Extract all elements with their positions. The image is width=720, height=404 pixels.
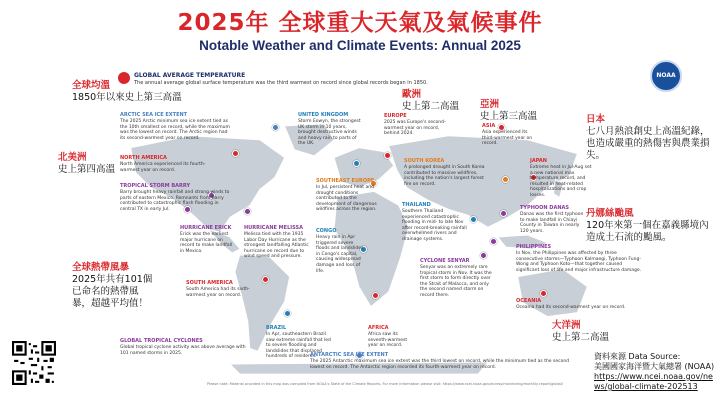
zh-global-title: 全球均溫: [72, 80, 111, 91]
event-uk-text: Storm Eowyn, the strongest UK storm in 10 years, brought destructive winds and heavy rain to parts of the UK.: [298, 119, 361, 147]
event-erick: [180, 225, 236, 254]
noaa-logo: [650, 60, 682, 92]
event-japan: [530, 158, 594, 199]
pin-thailand[interactable]: [470, 216, 477, 223]
zh-hurricane-text: 2025年共有101個已命名的熱帶風暴，超越平均值！: [72, 274, 153, 309]
event-congo: [316, 228, 366, 274]
zh-oceania: [552, 320, 662, 344]
event-arctic: [120, 112, 232, 141]
event-arctic-text: The 2025 Arctic minimum sea ice extent tied as the 10th smallest on record, while the maximum was the lowest on record. The Arctic region had its second-warmest year on record.: [120, 119, 230, 141]
event-barry-text: Barry brought heavy rainfall and strong winds to parts of eastern Mexico. Remnants from Barry contributed to catastrophic flash flooding in central TX in early Jul.: [120, 190, 230, 212]
event-north-america-title: NORTH AMERICA: [120, 155, 167, 161]
zh-japan: [586, 114, 714, 162]
event-brazil-text: In Apr, southeastern Brazil saw extreme rainfall that led to severe flooding and landslides that displaced hundreds of residents.: [266, 332, 331, 360]
zh-asia-text: 史上第三高溫: [480, 111, 538, 122]
zh-europe-text: 史上第二高溫: [402, 101, 460, 112]
zh-oceania-text: 史上第二高溫: [552, 332, 610, 343]
event-danas-text: Danas was the first typhoon to make landfall in Chiayi County in Taiwan in nearly 120 years.: [520, 212, 584, 234]
global-temp-heading: GLOBAL AVERAGE TEMPERATURE: [134, 72, 246, 79]
event-barry-title: TROPICAL STORM BARRY: [120, 183, 191, 189]
event-se-europe-title: SOUTHEAST EUROPE: [316, 178, 375, 184]
source-link[interactable]: https://www.ncei.noaa.gov/news/global-climate-202513: [594, 372, 713, 391]
event-africa-title: AFRICA: [368, 325, 389, 331]
zh-asia-title: 亞洲: [480, 99, 500, 110]
zh-asia: [480, 99, 570, 123]
event-north-america: [120, 155, 224, 173]
page-title: 2025年 全球重大天氣及氣候事件: [177, 10, 543, 36]
pin-oceania[interactable]: [540, 290, 547, 297]
pin-philippines[interactable]: [490, 238, 497, 245]
source-label: 資料來源 Data Source:: [594, 352, 681, 361]
event-oceania-title: OCEANIA: [516, 298, 542, 304]
pin-uk[interactable]: [353, 160, 360, 167]
zh-japan-text: 七八月熱浪創史上高溫紀錄，也造成嚴重的熱傷害與農業損失。: [586, 126, 710, 161]
event-oceania-text: Oceania had its second-warmest year on record.: [516, 305, 626, 310]
zh-oceania-title: 大洋洲: [552, 320, 581, 331]
event-europe-title: EUROPE: [384, 113, 407, 119]
zh-na-title: 北美洲: [58, 152, 87, 163]
event-philippines: [516, 244, 642, 273]
event-barry: [120, 183, 232, 212]
zh-danas-title: 丹娜絲颱風: [586, 208, 634, 219]
event-uk-title: UNITED KINGDOM: [298, 112, 349, 118]
event-uk: [298, 112, 364, 147]
event-asia-title: ASIA: [482, 123, 496, 129]
event-se-europe-text: In Jul, persistent heat and drought conditions contributed to the development of dangerous wildfires across the region.: [316, 185, 377, 213]
event-asia: [482, 123, 534, 147]
event-thailand-title: THAILAND: [402, 202, 431, 208]
data-source: [594, 352, 718, 392]
event-japan-title: JAPAN: [530, 158, 547, 164]
pin-arctic[interactable]: [272, 124, 279, 131]
event-senyar-text: Senyar was an extremely rare tropical storm in Nov. It was the first storm to form directly over the Strait of Malacca, and only the second named storm on record there.: [420, 265, 492, 298]
footer-note: Please note: Material provided in this map was compiled from NOAA's State of the Climate Reports. For more information please visit: https://www.ncei.noaa.gov/access/monitoring/monthly-report/global/: [207, 382, 563, 386]
event-cyclones-text: Global tropical cyclone activity was above average with 101 named storms in 2025.: [120, 345, 246, 356]
source-org: 美國國家海洋暨大氣總署 (NOAA): [594, 362, 715, 371]
event-antarctic-text: The 2025 Antarctic maximum sea ice extent was the third lowest on record, while the minimum tied as the second lowest on record. The Antarctic region recorded its fourth-warmest year on record.: [310, 359, 570, 370]
event-asia-text: Asia experienced its third-warmest year on record.: [482, 130, 533, 147]
pin-africa[interactable]: [372, 292, 379, 299]
pin-danas[interactable]: [500, 210, 507, 217]
event-japan-text: Extreme heat in Jul-Aug set a new national max temperature record, and resulted in heat-related hospitalizations and crop losses.: [530, 165, 592, 198]
event-senyar-title: CYCLONE SENYAR: [420, 258, 470, 264]
event-brazil-title: BRAZIL: [266, 325, 287, 331]
pin-brazil[interactable]: [284, 310, 291, 317]
event-melissa-title: HURRICANE MELISSA: [244, 225, 303, 231]
event-south-korea: [404, 158, 488, 187]
event-europe-text: 2025 was Europe's second-warmest year on record, behind 2024.: [384, 120, 446, 137]
zh-na-text: 史上第四高溫: [58, 164, 116, 175]
pin-melissa[interactable]: [244, 208, 251, 215]
event-south-america: [186, 280, 268, 298]
event-erick-title: HURRICANE ERICK: [180, 225, 232, 231]
event-africa: [368, 325, 416, 349]
event-congo-title: CONGO: [316, 228, 337, 234]
zh-danas: [586, 208, 716, 244]
event-south-america-title: SOUTH AMERICA: [186, 280, 233, 286]
event-erick-text: Erick was the earliest major hurricane on record to make landfall in Mexico.: [180, 232, 233, 254]
qr-code[interactable]: [12, 341, 56, 385]
event-south-korea-title: SOUTH KOREA: [404, 158, 445, 164]
event-philippines-title: PHILIPPINES: [516, 244, 552, 250]
event-danas-title: TYPHOON DANAS: [520, 205, 569, 211]
pin-europe[interactable]: [384, 152, 391, 159]
zh-europe: [402, 89, 492, 113]
event-south-america-text: South America had its sixth-warmest year on record.: [186, 287, 250, 298]
noaa-logo-text: NOAA: [656, 72, 676, 79]
event-antarctic-title: ANTARCTIC SEA ICE EXTENT: [310, 352, 389, 358]
event-melissa: [244, 225, 310, 260]
event-congo-text: Heavy rain in Apr triggered severe floods and landslides in Congo's capital, causing widespread damage and loss of life.: [316, 235, 364, 274]
event-north-america-text: North America experienced its fourth-warmest year on record.: [120, 162, 206, 173]
page-subtitle: Notable Weather and Climate Events: Annual 2025: [199, 38, 521, 53]
event-arctic-title: ARCTIC SEA ICE EXTENT: [120, 112, 188, 118]
event-cyclones-title: GLOBAL TROPICAL CYCLONES: [120, 338, 203, 344]
zh-europe-title: 歐洲: [402, 89, 422, 100]
event-africa-text: Africa saw its seventh-warmest year on record.: [368, 332, 408, 349]
zh-japan-title: 日本: [586, 114, 606, 125]
event-melissa-text: Melissa tied with the 1935 Labor Day Hurricane as the strongest landfalling Atlantic hurricane on record due to wind speed and pressure.: [244, 232, 309, 260]
event-senyar: [420, 258, 496, 299]
zh-hurricane: [72, 262, 154, 310]
pin-south-korea[interactable]: [502, 176, 509, 183]
event-cyclones: [120, 338, 248, 356]
event-south-korea-text: A prolonged drought in South Korea contributed to massive wildfires, including the nation's largest forest fire on record.: [404, 165, 485, 187]
event-thailand-text: Southern Thailand experienced catastrophic flooding in mid- to late Nov after record-breaking rainfall overwhelmed rivers and drainage systems.: [402, 209, 467, 242]
event-danas: [520, 205, 586, 234]
event-europe: [384, 113, 456, 137]
event-antarctic: [310, 352, 570, 370]
global-temp-text: The annual average global surface temperature was the third warmest on record since global records began in 1850.: [134, 80, 428, 86]
event-philippines-text: In Nov, the Philippines was affected by three consecutive storms—Typhoon Kalmaegi, Typhoon Fung-Wong and Typhoon Koto—that together caused significant loss of life and major infrastructure damage.: [516, 251, 642, 273]
event-thailand: [402, 202, 468, 243]
pin-north-america[interactable]: [232, 150, 239, 157]
zh-global-text: 1850年以來史上第三高溫: [72, 92, 182, 103]
zh-danas-text: 120年來第一個在嘉義縣境內造成土石流的颱風。: [586, 220, 709, 243]
zh-hurricane-title: 全球熱帶風暴: [72, 262, 130, 273]
event-se-europe: [316, 178, 378, 213]
event-oceania: [516, 298, 646, 311]
zh-global: [72, 80, 192, 104]
